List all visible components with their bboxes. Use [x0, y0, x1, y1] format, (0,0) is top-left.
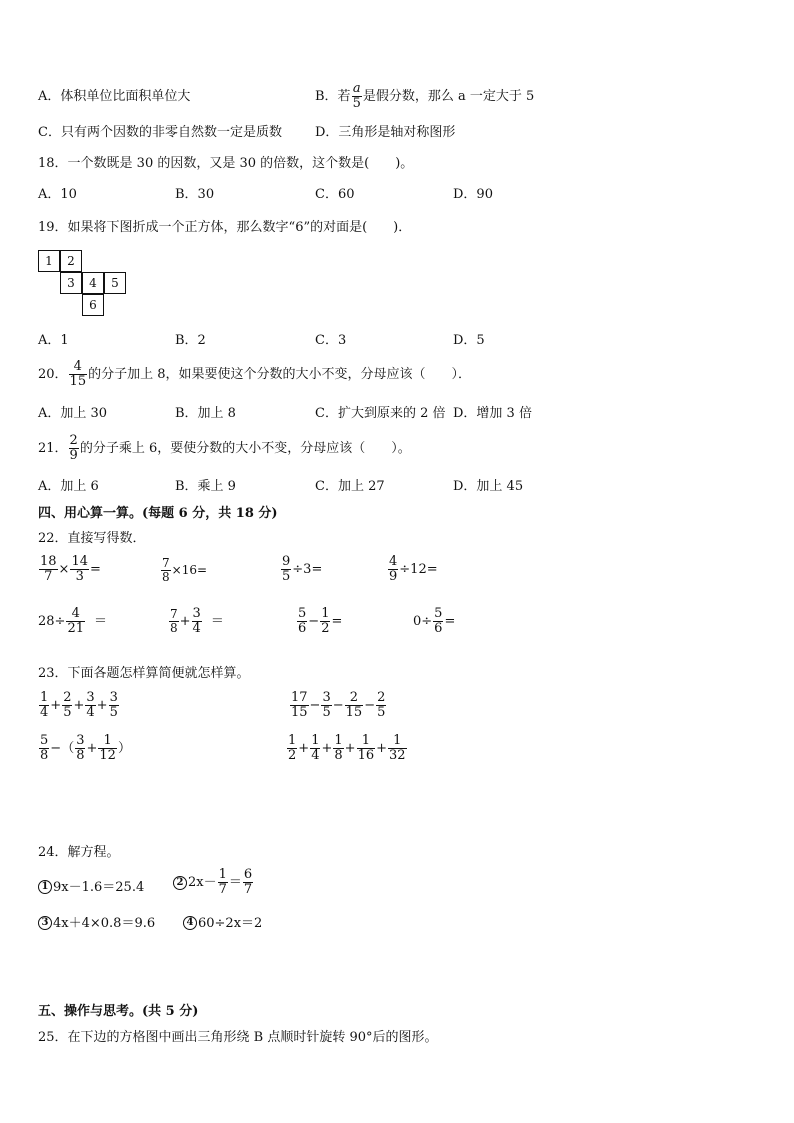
q20-option-b: B．加上 8: [175, 406, 236, 421]
q19-option-a: A．1: [38, 333, 69, 348]
q21-option-d: D．加上 45: [453, 479, 524, 494]
q21-option-a: A．加上 6: [38, 479, 99, 494]
net-cell-3: 3: [60, 272, 82, 294]
q24-equation-2: 2 2x－ $\frac{1}{7}$ ＝ $\frac{6}{7}$: [173, 868, 254, 897]
q20-option-d: D．增加 3 倍: [453, 406, 532, 421]
q17-option-a: A．体积单位比面积单位大: [38, 89, 191, 104]
section-5-title: 五、操作与思考。(共 5 分): [38, 1004, 199, 1019]
q17-option-d: D．三角形是轴对称图形: [315, 125, 456, 140]
q19-stem: 19．如果将下图折成一个正方体，那么数字“6”的对面是( )．: [38, 220, 412, 235]
q22-expr-4: $\frac{4}{9}$ ÷12=: [389, 554, 438, 585]
q20-option-c: C．扩大到原来的 2 倍: [315, 406, 446, 421]
q18-option-a: A．10: [38, 187, 77, 202]
q23-expr-4: $\frac{1}{2}$ + $\frac{1}{4}$ + $\frac{1}{8}$ + $\frac{1}{16}$ + $\frac{1}{32}$: [288, 733, 406, 764]
q19-option-c: C．3: [315, 333, 347, 348]
q22-expr-6: $\frac{7}{8}$ + $\frac{3}{4}$ ＝: [170, 606, 224, 637]
q19-option-d: D．5: [453, 333, 485, 348]
q18-stem: 18．一个数既是 30 的因数，又是 30 的倍数，这个数是( )。: [38, 156, 414, 171]
q22-expr-2: $\frac{7}{8}$ ×16=: [162, 556, 208, 584]
circled-number-4: 4: [183, 916, 197, 930]
section-4-title: 四、用心算一算。(每题 6 分，共 18 分): [38, 506, 278, 521]
q24-stem: 24．解方程。: [38, 845, 120, 860]
circled-number-3: 3: [38, 916, 52, 930]
q24-equation-3: 3 4x＋4×0.8＝9.6: [38, 916, 155, 930]
q23-expr-1: $\frac{1}{4}$ + $\frac{2}{5}$ + $\frac{3}{4}$ + $\frac{3}{5}$: [40, 690, 118, 721]
q22-expr-5: 28÷ $\frac{4}{21}$ ＝: [38, 606, 107, 637]
q24-equation-1: 1 9x－1.6＝25.4: [38, 880, 144, 894]
q21-stem: 21． $\frac{2}{9}$ 的分子乘上 6，要使分数的大小不变，分母应该（ ）。: [38, 433, 411, 464]
circled-number-2: 2: [173, 876, 187, 890]
q17-option-c: C．只有两个因数的非零自然数一定是质数: [38, 125, 282, 140]
q20-option-a: A．加上 30: [38, 406, 108, 421]
q20-stem: 20． $\frac{4}{15}$ 的分子加上 8，如果要使这个分数的大小不变，分母应该（ ）．: [38, 359, 471, 390]
circled-number-1: 1: [38, 880, 52, 894]
q18-option-c: C．60: [315, 187, 355, 202]
q22-expr-7: $\frac{5}{6}$ − $\frac{1}{2}$ =: [298, 606, 343, 637]
q21-option-c: C．加上 27: [315, 479, 385, 494]
q17-option-b: B．若 $\frac{a}{5}$ 是假分数，那么 a 一定大于 5: [315, 81, 535, 112]
net-cell-2: 2: [60, 250, 82, 272]
q24-equation-4: 4 60÷2x＝2: [183, 916, 262, 930]
q22-expr-8: 0÷ $\frac{5}{6}$ =: [413, 606, 456, 637]
q22-expr-1: $\frac{18}{7}$ × $\frac{14}{3}$ =: [40, 554, 101, 585]
q18-option-d: D．90: [453, 187, 493, 202]
q25-stem: 25．在下边的方格图中画出三角形绕 B 点顺时针旋转 90°后的图形。: [38, 1030, 438, 1045]
net-cell-6: 6: [82, 294, 104, 316]
q23-expr-2: $\frac{17}{15}$ − $\frac{3}{5}$ − $\frac{2}{15}$ − $\frac{2}{5}$: [291, 690, 386, 721]
q23-expr-3: $\frac{5}{8}$ −（ $\frac{3}{8}$ + $\frac{1}{12}$ ）: [40, 733, 131, 764]
q19-option-b: B．2: [175, 333, 206, 348]
q23-stem: 23．下面各题怎样算简便就怎样算。: [38, 666, 250, 681]
net-cell-5: 5: [104, 272, 126, 294]
q22-expr-3: $\frac{9}{5}$ ÷3=: [282, 554, 323, 585]
net-cell-4: 4: [82, 272, 104, 294]
net-cell-1: 1: [38, 250, 60, 272]
q22-stem: 22．直接写得数．: [38, 531, 146, 546]
q18-option-b: B．30: [175, 187, 215, 202]
q21-option-b: B．乘上 9: [175, 479, 236, 494]
